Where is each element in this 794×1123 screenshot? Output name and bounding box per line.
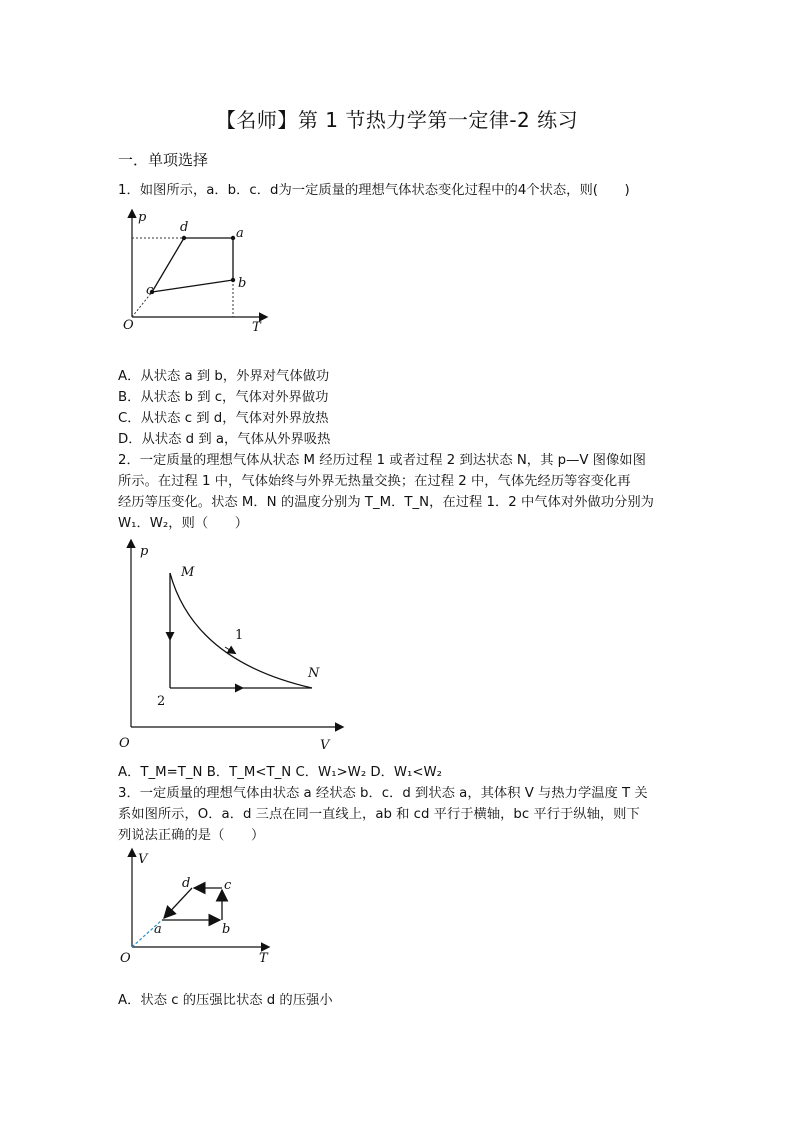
label-p: p (138, 210, 147, 225)
q3-stem-line-1: 3．一定质量的理想气体由状态 a 经状态 b．c．d 到状态 a，其体积 V 与热力学温度 T 关 (118, 786, 648, 801)
label-c: c (146, 283, 154, 298)
label-b: b (222, 922, 231, 937)
label-m: M (181, 565, 195, 580)
label-origin: O (120, 951, 131, 966)
q2-options: A．T_M=T_N B．T_M<T_N C．W₁>W₂ D．W₁<W₂ (118, 765, 443, 780)
label-t: T (259, 951, 268, 966)
label-d: d (180, 220, 189, 235)
label-origin: O (123, 318, 134, 333)
q2-pv-diagram (112, 535, 352, 755)
q1-option-b: B．从状态 b 到 c，气体对外界做功 (118, 390, 329, 405)
label-d: d (182, 876, 191, 891)
q3-stem-line-2: 系如图所示，O．a．d 三点在同一直线上，ab 和 cd 平行于横轴，bc 平行于纵轴，则下 (118, 807, 640, 822)
label-n: N (308, 666, 320, 681)
q1-option-d: D．从状态 d 到 a，气体从外界吸热 (118, 432, 331, 447)
process-1-arrow (225, 647, 233, 652)
q1-pt-diagram (118, 205, 278, 340)
q2-stem-line-4: W₁．W₂，则（ ） (118, 516, 249, 531)
segment-da (164, 888, 192, 918)
q3-vt-diagram (116, 845, 276, 970)
segment-cd (152, 238, 184, 292)
point-a (231, 236, 235, 240)
label-p: p (140, 544, 149, 559)
q3-stem-line-3: 列说法正确的是（ ） (118, 828, 265, 843)
label-process-1: 1 (235, 628, 244, 643)
label-t: T (252, 320, 261, 335)
label-b: b (238, 276, 247, 291)
label-a: a (236, 226, 244, 241)
page-title: 【名师】第 1 节热力学第一定律-2 练习 (215, 108, 579, 132)
question-1-stem: 1．如图所示，a．b．c．d为一定质量的理想气体状态变化过程中的4个状态，则( ) (118, 183, 630, 198)
q2-stem-line-2: 所示。在过程 1 中，气体始终与外界无热量交换；在过程 2 中，气体先经历等容变化再 (118, 474, 631, 489)
label-process-2: 2 (157, 694, 166, 709)
q2-stem-line-1: 2．一定质量的理想气体从状态 M 经历过程 1 或者过程 2 到达状态 N，其 p—V 图像如图 (118, 453, 646, 468)
segment-bc (152, 280, 233, 292)
label-origin: O (119, 736, 130, 751)
label-a: a (154, 922, 162, 937)
point-d (182, 236, 186, 240)
q3-option-a: A．状态 c 的压强比状态 d 的压强小 (118, 993, 333, 1008)
label-v: V (320, 738, 330, 753)
label-v: V (138, 852, 148, 867)
q1-option-a: A．从状态 a 到 b，外界对气体做功 (118, 369, 330, 384)
q2-stem-line-3: 经历等压变化。状态 M．N 的温度分别为 T_M．T_N，在过程 1．2 中气体对外做功分别为 (118, 495, 654, 510)
point-b (231, 278, 235, 282)
label-c: c (224, 878, 232, 893)
section-heading: 一．单项选择 (118, 151, 209, 169)
q1-option-c: C．从状态 c 到 d，气体对外界放热 (118, 411, 329, 426)
